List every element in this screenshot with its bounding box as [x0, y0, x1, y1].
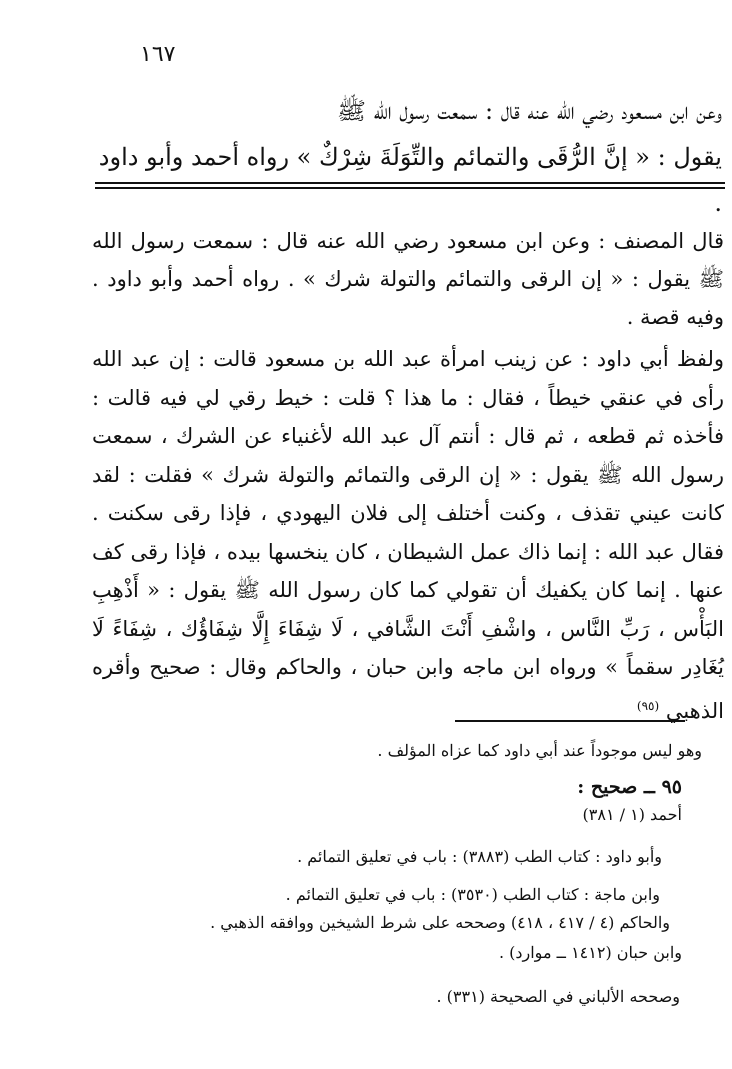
footnote-heading: ٩٥ ــ صحيح : — [577, 776, 682, 798]
footnote-line: وصححه الألباني في الصحيحة (٣٣١) . — [436, 987, 680, 1006]
footnote-line: وابن ماجة : كتاب الطب (٣٥٣٠) : باب في تعليق التمائم . — [285, 885, 660, 904]
footnote-note: وهو ليس موجوداً عند أبي داود كما عزاه المؤلف . — [377, 741, 702, 760]
footnote-line: والحاكم (٤ / ٤١٧ ، ٤١٨) وصححه على شرط الشيخين ووافقه الذهبي . — [210, 913, 670, 932]
page-number: ١٦٧ — [140, 42, 176, 67]
footnote-line: وابن حبان (١٤١٢ ــ موارد) . — [498, 943, 682, 962]
commentary-paragraph-2-text: ولفظ أبي داود : عن زينب امرأة عبد الله بن مسعود قالت : إن عبد الله رأى في عنقي خيطاً ، فقال : ما هذا ؟ قلت : خيط رقي لي فيه قالت : فأخذه ثم قطعه ، ثم قال : أنتم آل عبد الله لأغنياء عن الشرك ، سمعت رسول الله ﷺ يقول : « إن الرقى والتمائم والتولة شرك » فقلت : لقد كانت عيني تقذف ، وكنت أختلف إلى فلان اليهودي ، فإذا رقى سكنت . فقال عبد الله : إنما ذاك عمل الشيطان ، كان ينخسها بيده ، فإذا رقى كف عنها . إنما كان يكفيك أن تقولي كما كان رسول الله ﷺ يقول : « أَذْهِبِ البَأْس ، رَبِّ النَّاس ، واشْفِ أَنْتَ الشَّافي ، لَا شِفَاءَ إِلَّا شِفَاؤُك ، شِفَاءً لَا يُغَادِر سقماً » ورواه ابن ماجه وابن حبان ، والحاكم وقال : صحيح وأقره الذهبي — [92, 347, 724, 723]
footnote-separator — [455, 720, 685, 722]
footnote-line: وأبو داود : كتاب الطب (٣٨٨٣) : باب في تعليق التمائم . — [297, 847, 662, 866]
footnote-reference: (٩٥) — [636, 698, 660, 713]
hadith-line-2: يقول : « إنَّ الرُّقَى والتمائم والتِّوَلَةَ شِرْكٌ » رواه أحمد وأبو داود . — [98, 143, 722, 217]
hadith-text — [92, 88, 722, 226]
hadith-line-1: وعن ابن مسعود رضي الله عنه قال : سمعت رسول الله ﷺ — [337, 97, 722, 125]
commentary-paragraph-2 — [92, 340, 724, 730]
footnote-line: أحمد (١ / ٣٨١) — [582, 805, 682, 824]
hadith-separator — [95, 182, 725, 189]
commentary-paragraph-1: قال المصنف : وعن ابن مسعود رضي الله عنه قال : سمعت رسول الله ﷺ يقول : « إن الرقى والتمائم والتولة شرك » . رواه أحمد وأبو داود . وفيه قصة . — [92, 229, 724, 329]
